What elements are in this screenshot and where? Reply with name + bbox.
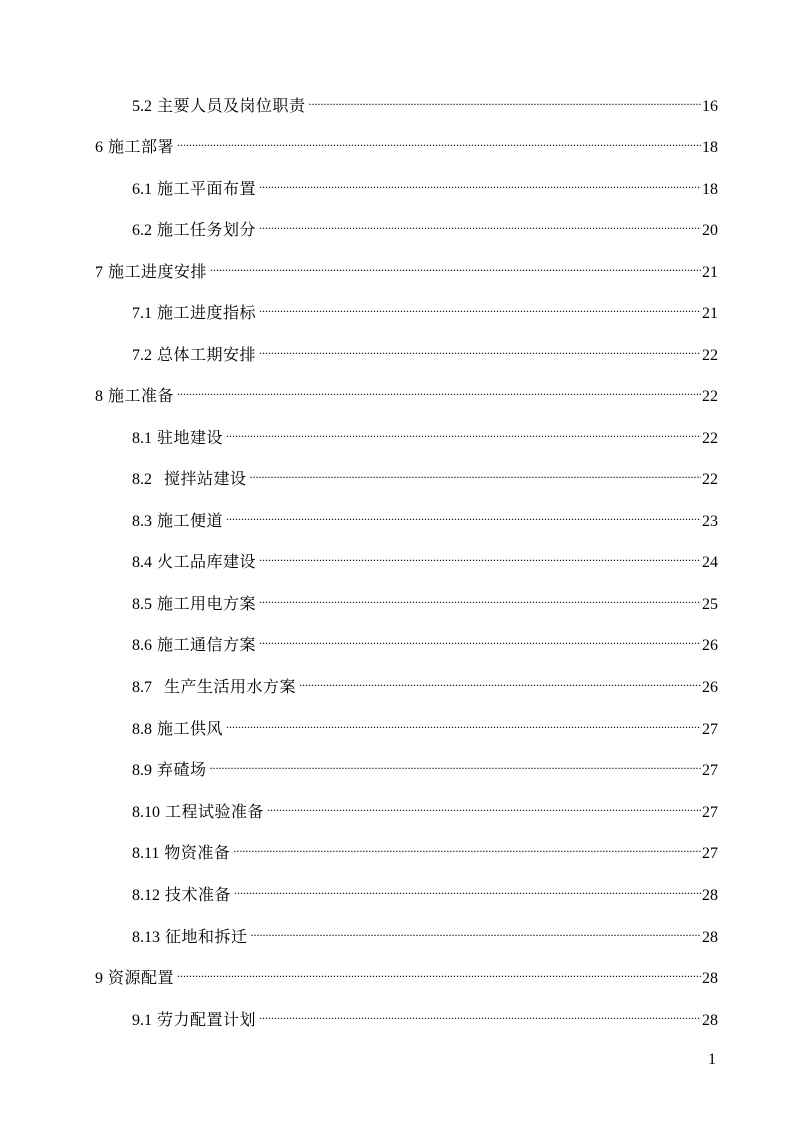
toc-entry-title: 施工用电方案	[157, 594, 257, 613]
toc-entry-8-4[interactable]	[132, 543, 718, 571]
toc-entry-title: 施工部署	[108, 137, 175, 156]
toc-entry-title: 火工品库建设	[157, 552, 257, 571]
toc-leader-dots	[210, 751, 701, 775]
toc-entry-8-9[interactable]	[132, 751, 718, 779]
page-number: 1	[708, 1051, 716, 1068]
toc-entry-number: 8.13	[132, 929, 160, 946]
toc-entry-8-8[interactable]	[132, 710, 718, 738]
toc-entry-title: 工程试验准备	[165, 802, 265, 821]
toc-entry-page: 26	[702, 637, 718, 654]
toc-entry-title: 施工通信方案	[157, 635, 257, 654]
toc-leader-dots	[259, 211, 701, 235]
toc-entry-8-12[interactable]	[132, 876, 718, 904]
toc-leader-dots	[259, 1001, 701, 1025]
toc-entry-8-3[interactable]	[132, 502, 718, 530]
toc-entry-number: 8.2	[132, 471, 152, 488]
toc-entry-title: 搅拌站建设	[164, 469, 247, 488]
toc-entry-number: 5.2	[132, 98, 152, 115]
toc-leader-dots	[259, 294, 701, 318]
toc-entry-9[interactable]	[95, 959, 718, 987]
toc-entry-6-2[interactable]	[132, 211, 718, 239]
toc-entry-page: 22	[702, 388, 718, 405]
toc-entry-title: 物资准备	[164, 843, 231, 862]
toc-entry-8-5[interactable]	[132, 585, 718, 613]
toc-entry-title: 劳力配置计划	[157, 1010, 257, 1029]
toc-entry-8-6[interactable]	[132, 626, 718, 654]
toc-entry-number: 9	[95, 970, 103, 987]
toc-leader-dots	[210, 253, 701, 277]
toc-entry-8-1[interactable]	[132, 419, 718, 447]
toc-entry-9-1[interactable]	[132, 1001, 718, 1029]
toc-entry-number: 6	[95, 139, 103, 156]
toc-entry-page: 21	[702, 305, 718, 322]
toc-entry-title: 施工平面布置	[157, 179, 257, 198]
toc-entry-number: 7.1	[132, 305, 152, 322]
toc-entry-title: 技术准备	[165, 885, 232, 904]
toc-entry-number: 8.12	[132, 887, 160, 904]
toc-leader-dots	[259, 170, 701, 194]
toc-entry-page: 28	[702, 887, 718, 904]
toc-entry-8-2[interactable]	[132, 460, 718, 488]
toc-entry-number: 8.7	[132, 679, 152, 696]
toc-entry-number: 8.1	[132, 430, 152, 447]
toc-entry-number: 8.6	[132, 637, 152, 654]
toc-entry-8-13[interactable]	[132, 918, 718, 946]
toc-leader-dots	[267, 793, 701, 817]
toc-entry-title: 施工供风	[157, 719, 224, 738]
toc-entry-page: 18	[702, 181, 718, 198]
toc-leader-dots	[250, 460, 701, 484]
toc-leader-dots	[177, 128, 701, 152]
toc-entry-page: 23	[702, 513, 718, 530]
toc-entry-8-10[interactable]	[132, 793, 718, 821]
toc-entry-number: 8.5	[132, 596, 152, 613]
toc-entry-title: 弃碴场	[157, 760, 207, 779]
toc-entry-8[interactable]	[95, 377, 718, 405]
toc-entry-number: 8.4	[132, 554, 152, 571]
toc-entry-page: 24	[702, 554, 718, 571]
toc-entry-page: 28	[702, 970, 718, 987]
toc-entry-number: 8	[95, 388, 103, 405]
toc-entry-title: 施工任务划分	[157, 220, 257, 239]
toc-leader-dots	[259, 543, 701, 567]
toc-entry-page: 22	[702, 430, 718, 447]
toc-entry-title: 施工便道	[157, 511, 224, 530]
toc-entry-page: 27	[702, 845, 718, 862]
toc-leader-dots	[259, 626, 701, 650]
toc-entry-number: 8.9	[132, 762, 152, 779]
toc-entry-number: 6.1	[132, 181, 152, 198]
toc-entry-page: 27	[702, 762, 718, 779]
toc-entry-number: 8.10	[132, 804, 160, 821]
toc-entry-title: 主要人员及岗位职责	[157, 96, 306, 115]
toc-entry-title: 生产生活用水方案	[164, 677, 297, 696]
toc-leader-dots	[233, 834, 701, 858]
toc-entry-7[interactable]	[95, 253, 718, 281]
toc-entry-page: 22	[702, 471, 718, 488]
toc-leader-dots	[251, 918, 701, 942]
toc-leader-dots	[226, 502, 701, 526]
toc-entry-number: 8.8	[132, 721, 152, 738]
toc-entry-title: 驻地建设	[157, 428, 224, 447]
toc-entry-page: 18	[702, 139, 718, 156]
toc-entry-number: 8.11	[132, 845, 160, 862]
toc-entry-5-2[interactable]	[132, 87, 718, 115]
toc-entry-title: 施工进度安排	[108, 262, 208, 281]
toc-entry-page: 28	[702, 929, 718, 946]
toc-entry-7-2[interactable]	[132, 336, 718, 364]
toc-entry-page: 20	[702, 222, 718, 239]
toc-entry-title: 征地和拆迁	[165, 927, 248, 946]
toc-leader-dots	[259, 585, 701, 609]
toc-entry-title: 总体工期安排	[157, 345, 257, 364]
toc-leader-dots	[226, 710, 701, 734]
toc-entry-page: 27	[702, 804, 718, 821]
toc-leader-dots	[299, 668, 701, 692]
toc-entry-number: 8.3	[132, 513, 152, 530]
toc-entry-6[interactable]	[95, 128, 718, 156]
toc-leader-dots	[259, 336, 701, 360]
toc-leader-dots	[234, 876, 701, 900]
toc-entry-6-1[interactable]	[132, 170, 718, 198]
toc-entry-page: 16	[702, 98, 718, 115]
toc-entry-page: 25	[702, 596, 718, 613]
toc-entry-page: 21	[702, 264, 718, 281]
toc-leader-dots	[309, 87, 701, 111]
toc-leader-dots	[177, 959, 701, 983]
toc-entry-8-7[interactable]	[132, 668, 718, 696]
toc-entry-number: 7.2	[132, 347, 152, 364]
toc-entry-number: 9.1	[132, 1012, 152, 1029]
toc-entry-title: 资源配置	[108, 968, 175, 987]
toc-entry-8-11[interactable]	[132, 834, 718, 862]
toc-entry-page: 26	[702, 679, 718, 696]
toc-entry-7-1[interactable]	[132, 294, 718, 322]
toc-entry-number: 7	[95, 264, 103, 281]
toc-entry-number: 6.2	[132, 222, 152, 239]
toc-leader-dots	[177, 377, 701, 401]
toc-leader-dots	[226, 419, 701, 443]
toc-entry-title: 施工准备	[108, 386, 175, 405]
toc-entry-page: 27	[702, 721, 718, 738]
toc-entry-title: 施工进度指标	[157, 303, 257, 322]
toc-entry-page: 22	[702, 347, 718, 364]
toc-entry-page: 28	[702, 1012, 718, 1029]
